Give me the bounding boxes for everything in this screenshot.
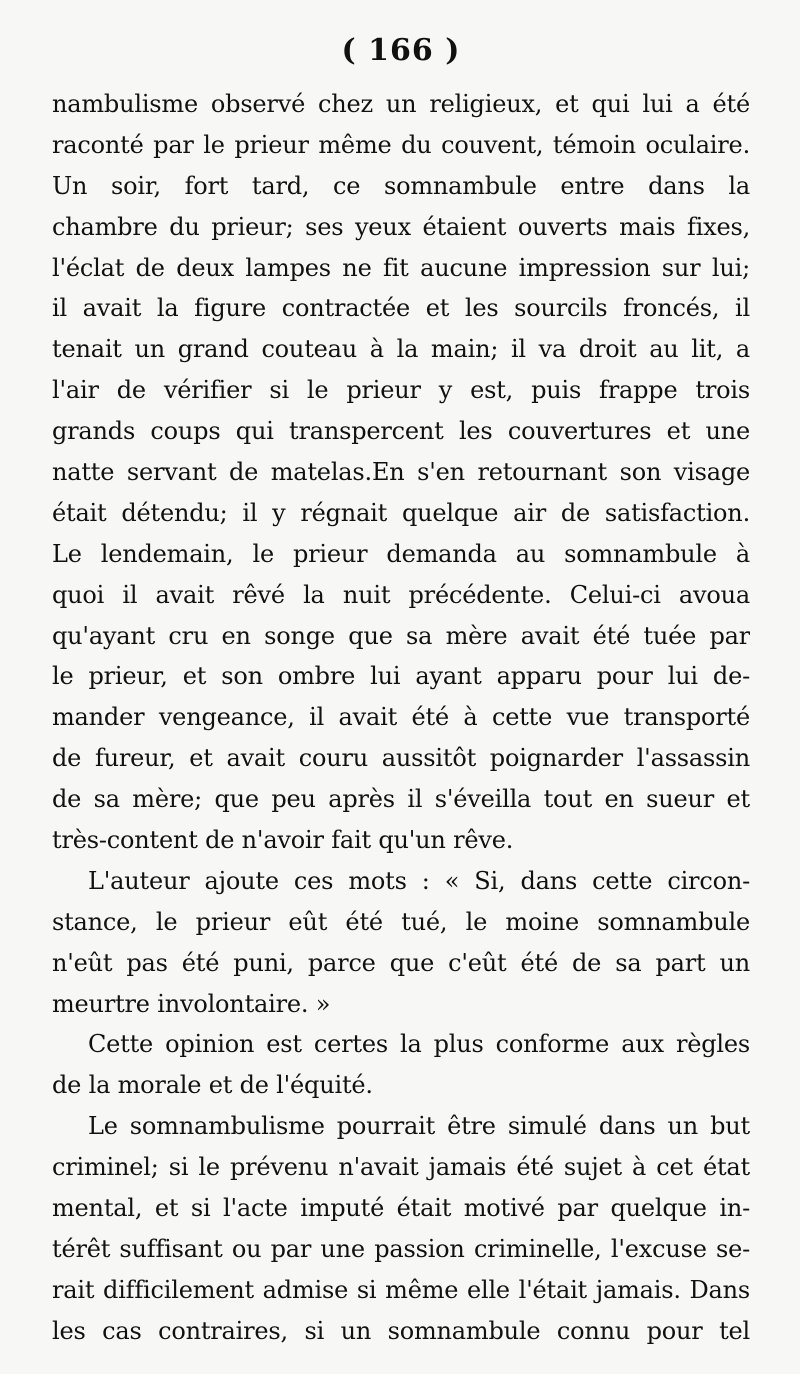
text-line: grands coups qui transpercent les couvertures et une bbox=[52, 417, 750, 446]
text-line: très-content de n'avoir fait qu'un rêve. bbox=[52, 826, 514, 855]
text-line: natte servant de matelas.En s'en retournant son visage bbox=[52, 458, 750, 487]
text-line: chambre du prieur; ses yeux étaient ouverts mais fixes, bbox=[52, 212, 750, 241]
text-line: l'air de vérifier si le prieur y est, puis frappe trois bbox=[52, 376, 750, 405]
text-line: nambulisme observé chez un religieux, et qui lui a été bbox=[52, 90, 750, 118]
text-line: stance, le prieur eût été tué, le moine somnambule bbox=[52, 907, 750, 936]
text-line: tenait un grand couteau à la main; il va droit au lit, a bbox=[52, 335, 750, 364]
text-line: quoi il avait rêvé la nuit précédente. Celui-ci avoua bbox=[52, 580, 750, 609]
text-line: qu'ayant cru en songe que sa mère avait été tuée par bbox=[52, 621, 750, 650]
text-line: de la morale et de l'équité. bbox=[52, 1071, 373, 1100]
text-line: raconté par le prieur même du couvent, témoin oculaire. bbox=[52, 130, 750, 159]
text-line: rait difficilement admise si même elle l'était jamais. Dans bbox=[52, 1275, 750, 1304]
text-line: le prieur, et son ombre lui ayant apparu pour lui de- bbox=[52, 662, 750, 691]
page-number: ( 166 ) bbox=[341, 33, 461, 68]
body-text bbox=[52, 84, 750, 1352]
text-line: mander vengeance, il avait été à cette vue transporté bbox=[52, 703, 750, 732]
text-line: il avait la figure contractée et les sourcils froncés, il bbox=[52, 294, 750, 323]
text-line: de fureur, et avait couru aussitôt poignarder l'assassin bbox=[52, 744, 750, 773]
text-line: était détendu; il y régnait quelque air de satisfaction. bbox=[52, 498, 750, 527]
text-line: Le somnambulisme pourrait être simulé dans un but bbox=[88, 1112, 750, 1141]
text-line: Cette opinion est certes la plus conforme aux règles bbox=[88, 1030, 750, 1059]
text-line: térêt suffisant ou par une passion criminelle, l'excuse se- bbox=[52, 1234, 750, 1263]
text-line: les cas contraires, si un somnambule connu pour tel bbox=[52, 1316, 750, 1345]
text-line: L'auteur ajoute ces mots : « Si, dans cette circon- bbox=[88, 866, 750, 895]
text-line: Le lendemain, le prieur demanda au somnambule à bbox=[52, 539, 750, 568]
text-line: n'eût pas été puni, parce que c'eût été de sa part un bbox=[52, 948, 750, 977]
text-line: criminel; si le prévenu n'avait jamais été sujet à cet état bbox=[52, 1153, 750, 1182]
text-line: meurtre involontaire. » bbox=[52, 989, 331, 1018]
text-line: mental, et si l'acte imputé était motivé par quelque in- bbox=[52, 1194, 750, 1223]
text-line: l'éclat de deux lampes ne fit aucune impression sur lui; bbox=[52, 253, 750, 282]
text-line: Un soir, fort tard, ce somnambule entre dans la bbox=[52, 171, 750, 200]
text-line: de sa mère; que peu après il s'éveilla tout en sueur et bbox=[52, 785, 750, 814]
